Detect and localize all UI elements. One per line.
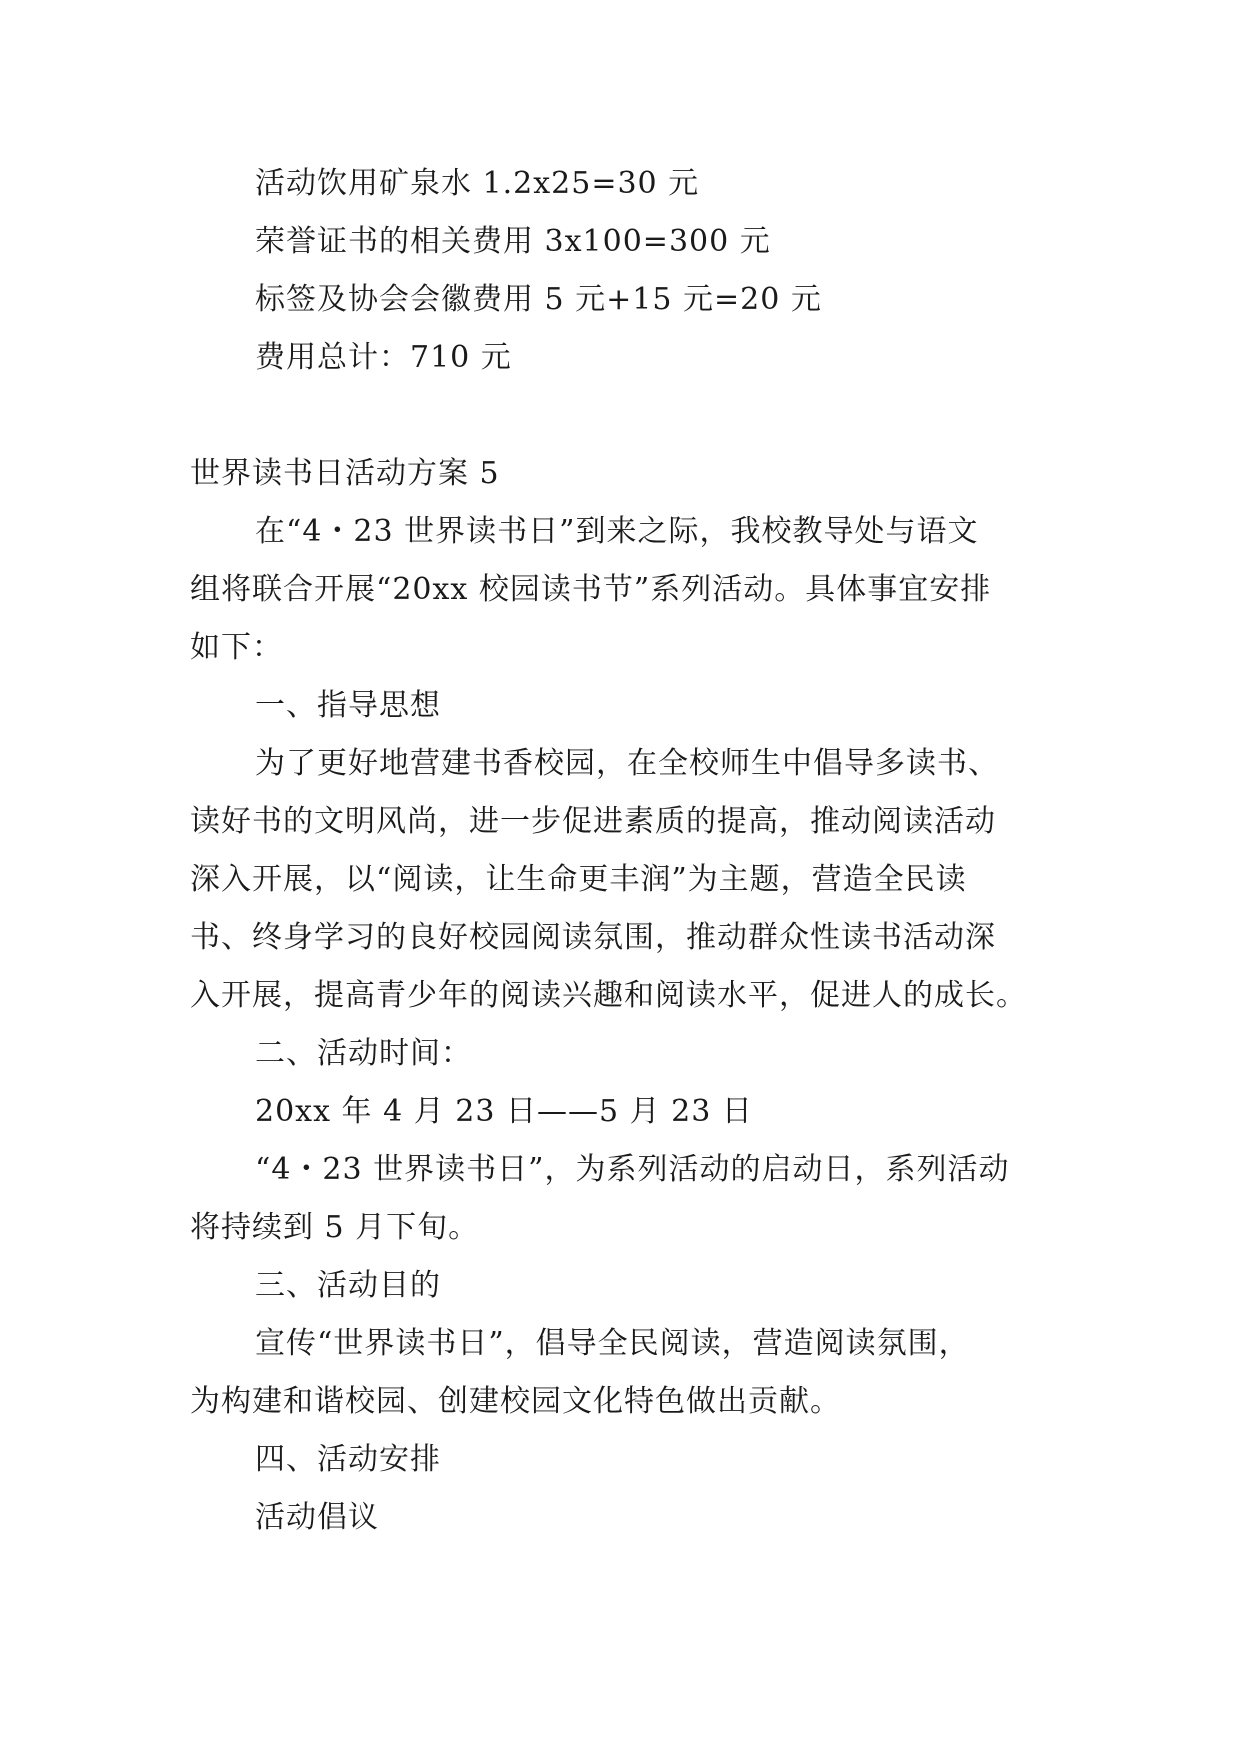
expense-line-labels: 标签及协会会徽费用 5 元+15 元=20 元 [255,282,822,317]
section3-line-2: 为构建和谐校园、创建校园文化特色做出贡献。 [190,1384,841,1419]
section3-line-1: 宣传“世界读书日”，倡导全民阅读，营造阅读氛围， [255,1326,970,1361]
expense-line-certificate: 荣誉证书的相关费用 3x100=300 元 [255,224,771,259]
section4-subtitle: 活动倡议 [255,1500,379,1535]
intro-line-1: 在“4・23 世界读书日”到来之际，我校教导处与语文 [255,514,979,549]
section2-title: 二、活动时间： [255,1036,472,1071]
intro-line-3: 如下： [190,630,283,665]
section4-title: 四、活动安排 [255,1442,441,1477]
expense-line-water: 活动饮用矿泉水 1.2x25=30 元 [255,166,700,201]
section3-title: 三、活动目的 [255,1268,441,1303]
intro-line-2: 组将联合开展“20xx 校园读书节”系列活动。具体事宜安排 [190,572,992,607]
section-heading: 世界读书日活动方案 5 [190,456,500,491]
expense-total: 费用总计：710 元 [255,340,512,375]
section1-line-5: 入开展，提高青少年的阅读兴趣和阅读水平，促进人的成长。 [190,978,1027,1013]
section2-line-2: 将持续到 5 月下旬。 [190,1210,480,1245]
section1-line-4: 书、终身学习的良好校园阅读氛围，推动群众性读书活动深 [190,920,996,955]
section2-date: 20xx 年 4 月 23 日——5 月 23 日 [255,1094,753,1129]
section1-line-1: 为了更好地营建书香校园，在全校师生中倡导多读书、 [255,746,999,781]
section2-line-1: “4・23 世界读书日”，为系列活动的启动日，系列活动 [255,1152,1010,1187]
section1-line-2: 读好书的文明风尚，进一步促进素质的提高，推动阅读活动 [190,804,996,839]
section1-title: 一、指导思想 [255,688,441,723]
section1-line-3: 深入开展，以“阅读，让生命更丰润”为主题，营造全民读 [190,862,967,897]
